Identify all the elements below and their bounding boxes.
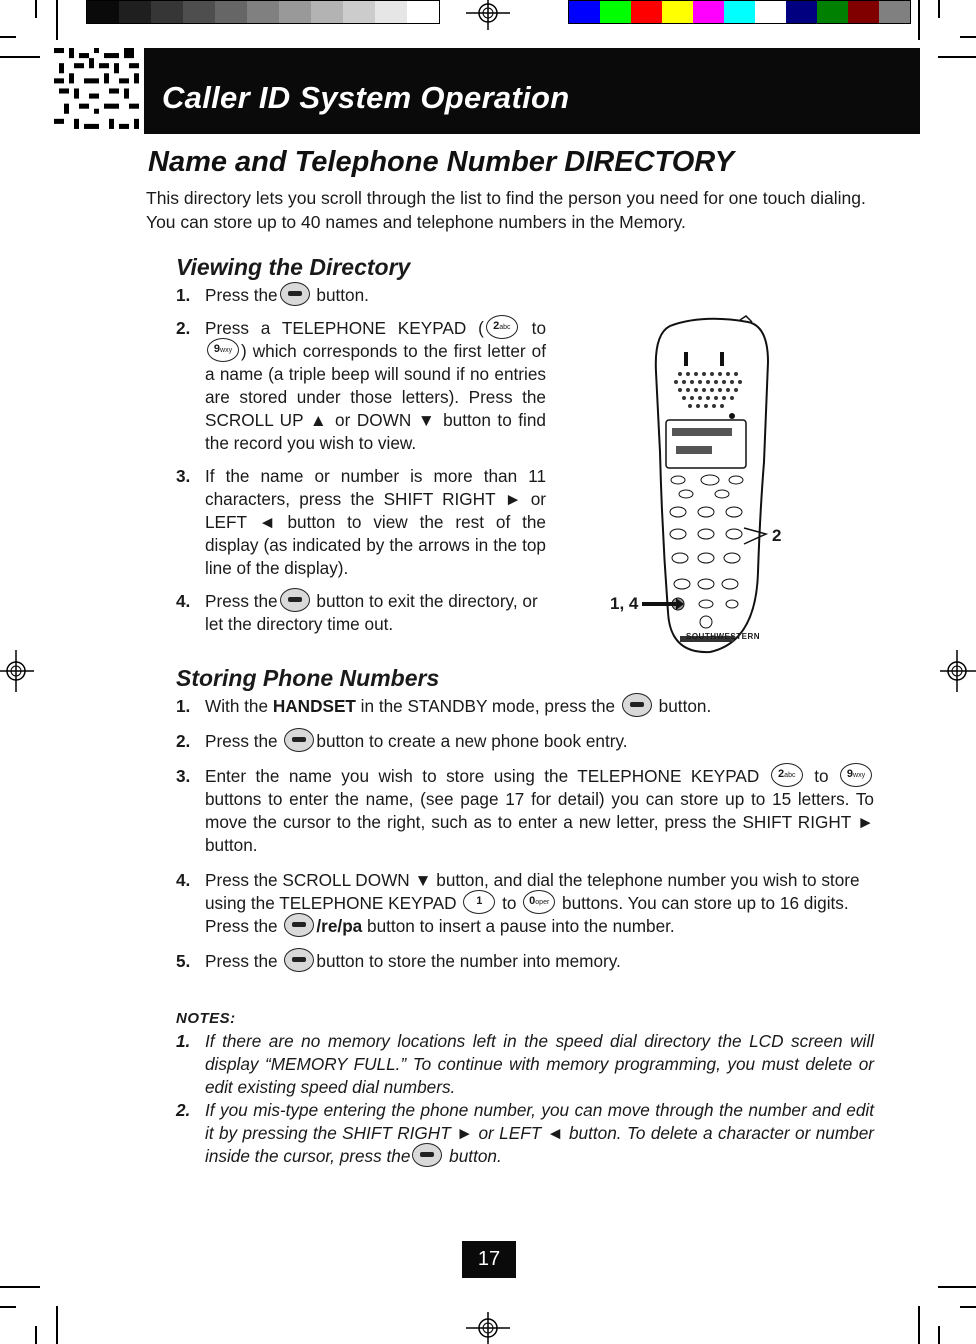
crop-mark: [938, 0, 940, 18]
viewing-step-3: 3. If the name or number is more than 11 characters, press the SHIFT RIGHT ► or LEFT ◄ button to view the rest of the display (as indicated by the arrows in the top line of the display).: [176, 466, 546, 578]
crop-mark: [0, 1286, 40, 1288]
storing-step-2: 2. Press the button to create a new phone book entry.: [176, 730, 874, 753]
crop-mark: [918, 1306, 920, 1344]
decorative-pattern-icon: [54, 48, 144, 134]
note-item-2: 2. If you mis-type entering the phone number, you can move through the number and edit it by pressing the SHIFT RIGHT ► or LEFT ◄ button. To delete a character or number inside the cursor, press the button.: [176, 1100, 874, 1166]
notes-list: [176, 1030, 874, 1168]
registration-target-top: [466, 0, 510, 30]
crop-mark: [56, 0, 58, 40]
viewing-step-4: 4. Press the button to exit the directory, or let the directory time out.: [176, 590, 546, 636]
crop-mark: [35, 1326, 37, 1344]
callout-label-2: 2: [772, 526, 782, 545]
color-calibration-bar: [568, 0, 911, 24]
grayscale-calibration-bar: [86, 0, 440, 24]
viewing-step-1: 1. Press the button.: [176, 284, 546, 307]
callout-lines: [640, 508, 776, 618]
crop-mark: [0, 56, 40, 58]
key-0-icon: 0oper: [523, 890, 555, 914]
registration-target-right: [940, 650, 976, 692]
directory-key-icon: [280, 282, 310, 306]
callout-label-1-4: 1, 4: [610, 594, 639, 613]
crop-mark: [938, 1326, 940, 1344]
registration-target-bottom: [466, 1312, 510, 1344]
storing-steps: [176, 695, 874, 973]
crop-mark: [0, 36, 16, 38]
crop-mark: [938, 1286, 976, 1288]
brand-logo: SOUTHWESTERN: [686, 632, 760, 641]
intro-text: This directory lets you scroll through the list to find the person you need for one touch dialing. You can store up to 40 names and telephone numbers in the Memory.: [146, 188, 866, 232]
header-title: Caller ID System Operation: [162, 80, 570, 115]
viewing-steps: [176, 284, 546, 636]
crop-mark: [0, 1306, 16, 1308]
storing-step-1: 1. With the HANDSET in the STANDBY mode, press the button.: [176, 695, 874, 718]
viewing-step-2: 2. Press a TELEPHONE KEYPAD ( 2abc to 9wxy ) which corresponds to the first letter of a name (a triple beep will sound if no entries are stored under those letters). Press the SCROLL UP ▲ or DOWN ▼ button to find the record you wish to view.: [176, 317, 546, 455]
crop-mark: [960, 1306, 976, 1308]
store-key-icon: [284, 948, 314, 972]
page-heading: Name and Telephone Number DIRECTORY: [148, 146, 735, 178]
storing-step-3: 3. Enter the name you wish to store using the TELEPHONE KEYPAD 2abc to 9wxy buttons to enter the name, (see page 17 for detail) you can store up to 15 letters. To move the cursor to the right, such as to enter a new letter, press the SHIFT RIGHT ► button.: [176, 765, 874, 857]
crop-mark: [35, 0, 37, 18]
key-1-icon: 1: [463, 890, 495, 914]
new-entry-key-icon: [284, 728, 314, 752]
storing-step-4: 4. Press the SCROLL DOWN ▼ button, and dial the telephone number you wish to store using the TELEPHONE KEYPAD 1 to 0oper buttons. You can store up to 16 digits. Press the /re/pa button to insert a pause into the number.: [176, 870, 860, 936]
key-9-icon: 9wxy: [840, 763, 872, 787]
crop-mark: [56, 1306, 58, 1344]
redial-pause-key-icon: [284, 913, 314, 937]
key-2-icon: 2abc: [771, 763, 803, 787]
crop-mark: [918, 0, 920, 40]
page-number: 17: [462, 1241, 516, 1278]
key-9-icon: 9wxy: [207, 338, 239, 362]
delete-key-icon: [412, 1143, 442, 1167]
storing-step-5: 5. Press the button to store the number into memory.: [176, 950, 874, 973]
exit-key-icon: [280, 588, 310, 612]
notes-title: NOTES:: [176, 1010, 236, 1027]
note-item-1: 1. If there are no memory locations left in the speed dial directory the LCD screen will display “MEMORY FULL.” To continue with memory programming, you must delete or edit existing speed dial numbers.: [176, 1031, 874, 1097]
crop-mark: [938, 56, 976, 58]
crop-mark: [960, 36, 976, 38]
directory-key-icon: [622, 693, 652, 717]
section-title-storing: Storing Phone Numbers: [176, 665, 440, 691]
section-title-viewing: Viewing the Directory: [176, 254, 411, 280]
registration-target-left: [0, 650, 34, 692]
key-2-icon: 2abc: [486, 315, 518, 339]
